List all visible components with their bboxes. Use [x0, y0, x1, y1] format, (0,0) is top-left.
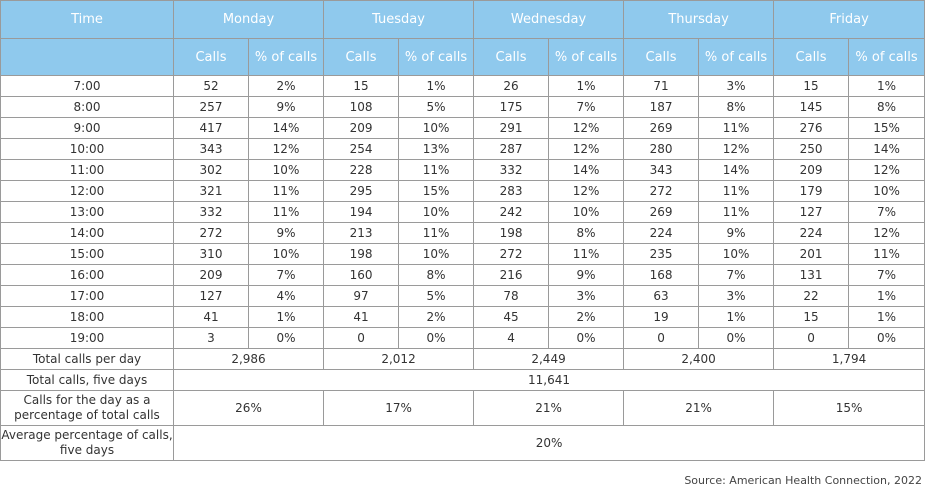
calls-cell: 194: [324, 202, 399, 223]
calls-cell: 127: [774, 202, 849, 223]
pct-cell: 10%: [399, 244, 474, 265]
pct-cell: 14%: [249, 118, 324, 139]
pct-cell: 11%: [249, 181, 324, 202]
source-note: Source: American Health Connection, 2022: [684, 474, 922, 487]
table-row: [1, 328, 925, 349]
calls-cell: 0: [624, 328, 699, 349]
avg-pct-row: [1, 426, 925, 461]
time-cell: 15:00: [1, 244, 174, 265]
pct-header: % of calls: [549, 39, 624, 76]
table-row: [1, 139, 925, 160]
pct-day-cell: 21%: [474, 391, 624, 426]
pct-cell: 9%: [249, 97, 324, 118]
time-cell: 11:00: [1, 160, 174, 181]
total-five-cell: 11,641: [174, 370, 925, 391]
pct-cell: 8%: [699, 97, 774, 118]
pct-cell: 14%: [549, 160, 624, 181]
total-cell: 1,794: [774, 349, 925, 370]
calls-cell: 254: [324, 139, 399, 160]
calls-cell: 179: [774, 181, 849, 202]
calls-cell: 0: [774, 328, 849, 349]
pct-cell: 3%: [699, 76, 774, 97]
table-row: [1, 76, 925, 97]
pct-cell: 7%: [849, 265, 925, 286]
calls-cell: 272: [624, 181, 699, 202]
table-row: [1, 265, 925, 286]
pct-cell: 15%: [849, 118, 925, 139]
day-header-wednesday: Wednesday: [474, 1, 624, 39]
pct-cell: 12%: [699, 139, 774, 160]
pct-cell: 11%: [399, 160, 474, 181]
calls-cell: 26: [474, 76, 549, 97]
pct-cell: 11%: [849, 244, 925, 265]
pct-cell: 4%: [249, 286, 324, 307]
calls-cell: 332: [474, 160, 549, 181]
pct-cell: 7%: [849, 202, 925, 223]
day-header-thursday: Thursday: [624, 1, 774, 39]
calls-cell: 310: [174, 244, 249, 265]
calls-cell: 97: [324, 286, 399, 307]
pct-cell: 1%: [849, 286, 925, 307]
calls-cell: 209: [174, 265, 249, 286]
calls-cell: 272: [474, 244, 549, 265]
pct-cell: 9%: [549, 265, 624, 286]
pct-day-cell: 26%: [174, 391, 324, 426]
pct-cell: 11%: [549, 244, 624, 265]
pct-cell: 10%: [849, 181, 925, 202]
calls-cell: 213: [324, 223, 399, 244]
pct-cell: 0%: [549, 328, 624, 349]
pct-cell: 0%: [399, 328, 474, 349]
day-header-monday: Monday: [174, 1, 324, 39]
calls-cell: 41: [324, 307, 399, 328]
pct-cell: 10%: [549, 202, 624, 223]
pct-cell: 12%: [549, 118, 624, 139]
total-cell: 2,400: [624, 349, 774, 370]
time-cell: 10:00: [1, 139, 174, 160]
header-row-sub: [1, 39, 925, 76]
calls-header: Calls: [174, 39, 249, 76]
calls-cell: 3: [174, 328, 249, 349]
pct-header: % of calls: [249, 39, 324, 76]
calls-cell: 295: [324, 181, 399, 202]
pct-cell: 2%: [399, 307, 474, 328]
pct-cell: 14%: [699, 160, 774, 181]
pct-cell: 12%: [849, 160, 925, 181]
calls-cell: 131: [774, 265, 849, 286]
calls-cell: 321: [174, 181, 249, 202]
time-header: Time: [1, 1, 174, 39]
calls-cell: 216: [474, 265, 549, 286]
calls-cell: 198: [324, 244, 399, 265]
time-cell: 19:00: [1, 328, 174, 349]
calls-cell: 242: [474, 202, 549, 223]
pct-cell: 12%: [849, 223, 925, 244]
calls-cell: 41: [174, 307, 249, 328]
calls-cell: 417: [174, 118, 249, 139]
pct-cell: 3%: [699, 286, 774, 307]
table-body: [1, 76, 925, 461]
pct-cell: 11%: [699, 202, 774, 223]
calls-cell: 71: [624, 76, 699, 97]
time-cell: 8:00: [1, 97, 174, 118]
pct-day-cell: 17%: [324, 391, 474, 426]
pct-cell: 10%: [399, 202, 474, 223]
row-label: Total calls per day: [1, 349, 174, 370]
pct-header: % of calls: [849, 39, 925, 76]
calls-cell: 127: [174, 286, 249, 307]
pct-cell: 0%: [699, 328, 774, 349]
blank-header: [1, 39, 174, 76]
pct-cell: 10%: [399, 118, 474, 139]
calls-cell: 224: [774, 223, 849, 244]
calls-cell: 0: [324, 328, 399, 349]
pct-cell: 1%: [849, 307, 925, 328]
calls-cell: 22: [774, 286, 849, 307]
pct-header: % of calls: [399, 39, 474, 76]
pct-day-cell: 21%: [624, 391, 774, 426]
calls-cell: 224: [624, 223, 699, 244]
table-row: [1, 202, 925, 223]
pct-cell: 7%: [699, 265, 774, 286]
calls-header: Calls: [774, 39, 849, 76]
pct-cell: 5%: [399, 97, 474, 118]
calls-cell: 108: [324, 97, 399, 118]
calls-cell: 283: [474, 181, 549, 202]
calls-cell: 287: [474, 139, 549, 160]
time-cell: 7:00: [1, 76, 174, 97]
pct-cell: 11%: [399, 223, 474, 244]
calls-cell: 15: [774, 307, 849, 328]
pct-cell: 11%: [249, 202, 324, 223]
time-cell: 14:00: [1, 223, 174, 244]
pct-cell: 10%: [249, 160, 324, 181]
pct-cell: 0%: [249, 328, 324, 349]
calls-cell: 209: [774, 160, 849, 181]
avg-pct-cell: 20%: [174, 426, 925, 461]
calls-cell: 332: [174, 202, 249, 223]
calls-header: Calls: [474, 39, 549, 76]
pct-cell: 2%: [249, 76, 324, 97]
total-cell: 2,986: [174, 349, 324, 370]
calls-cell: 257: [174, 97, 249, 118]
calls-cell: 45: [474, 307, 549, 328]
calls-header: Calls: [324, 39, 399, 76]
total-cell: 2,012: [324, 349, 474, 370]
pct-cell: 8%: [399, 265, 474, 286]
table-row: [1, 160, 925, 181]
pct-day-row: [1, 391, 925, 426]
calls-cell: 198: [474, 223, 549, 244]
pct-cell: 1%: [849, 76, 925, 97]
pct-cell: 9%: [699, 223, 774, 244]
calls-cell: 291: [474, 118, 549, 139]
pct-cell: 1%: [699, 307, 774, 328]
pct-cell: 5%: [399, 286, 474, 307]
table-row: [1, 223, 925, 244]
row-label: Average percentage of calls, five days: [1, 426, 174, 461]
calls-cell: 343: [624, 160, 699, 181]
pct-cell: 8%: [549, 223, 624, 244]
pct-cell: 13%: [399, 139, 474, 160]
calls-cell: 269: [624, 202, 699, 223]
table-row: [1, 307, 925, 328]
pct-cell: 12%: [549, 139, 624, 160]
calls-cell: 272: [174, 223, 249, 244]
table-row: [1, 118, 925, 139]
calls-cell: 168: [624, 265, 699, 286]
calls-cell: 302: [174, 160, 249, 181]
calls-cell: 187: [624, 97, 699, 118]
pct-cell: 11%: [699, 181, 774, 202]
calls-cell: 160: [324, 265, 399, 286]
calls-cell: 269: [624, 118, 699, 139]
header-row-days: [1, 1, 925, 39]
time-cell: 18:00: [1, 307, 174, 328]
pct-cell: 2%: [549, 307, 624, 328]
calls-cell: 250: [774, 139, 849, 160]
total-cell: 2,449: [474, 349, 624, 370]
calls-cell: 228: [324, 160, 399, 181]
pct-cell: 10%: [699, 244, 774, 265]
calls-cell: 4: [474, 328, 549, 349]
pct-cell: 14%: [849, 139, 925, 160]
pct-cell: 3%: [549, 286, 624, 307]
pct-cell: 12%: [549, 181, 624, 202]
pct-cell: 12%: [249, 139, 324, 160]
table-row: [1, 286, 925, 307]
pct-cell: 11%: [699, 118, 774, 139]
time-cell: 12:00: [1, 181, 174, 202]
row-label: Total calls, five days: [1, 370, 174, 391]
calls-cell: 15: [324, 76, 399, 97]
day-header-tuesday: Tuesday: [324, 1, 474, 39]
table-row: [1, 181, 925, 202]
pct-cell: 15%: [399, 181, 474, 202]
pct-cell: 8%: [849, 97, 925, 118]
pct-header: % of calls: [699, 39, 774, 76]
time-cell: 13:00: [1, 202, 174, 223]
table-row: [1, 244, 925, 265]
pct-cell: 0%: [849, 328, 925, 349]
pct-cell: 1%: [249, 307, 324, 328]
pct-cell: 9%: [249, 223, 324, 244]
row-label: Calls for the day as a percentage of total calls: [1, 391, 174, 426]
time-cell: 17:00: [1, 286, 174, 307]
calls-cell: 343: [174, 139, 249, 160]
calls-cell: 78: [474, 286, 549, 307]
day-header-friday: Friday: [774, 1, 925, 39]
calls-cell: 276: [774, 118, 849, 139]
calls-header: Calls: [624, 39, 699, 76]
time-cell: 16:00: [1, 265, 174, 286]
table-row: [1, 97, 925, 118]
calls-cell: 52: [174, 76, 249, 97]
time-cell: 9:00: [1, 118, 174, 139]
calls-cell: 209: [324, 118, 399, 139]
calls-cell: 201: [774, 244, 849, 265]
total-five-days-row: [1, 370, 925, 391]
total-per-day-row: [1, 349, 925, 370]
pct-cell: 1%: [549, 76, 624, 97]
calls-cell: 235: [624, 244, 699, 265]
calls-cell: 63: [624, 286, 699, 307]
calls-cell: 15: [774, 76, 849, 97]
pct-day-cell: 15%: [774, 391, 925, 426]
calls-cell: 19: [624, 307, 699, 328]
calls-cell: 280: [624, 139, 699, 160]
calls-cell: 145: [774, 97, 849, 118]
pct-cell: 7%: [249, 265, 324, 286]
pct-cell: 10%: [249, 244, 324, 265]
calls-cell: 175: [474, 97, 549, 118]
pct-cell: 1%: [399, 76, 474, 97]
pct-cell: 7%: [549, 97, 624, 118]
